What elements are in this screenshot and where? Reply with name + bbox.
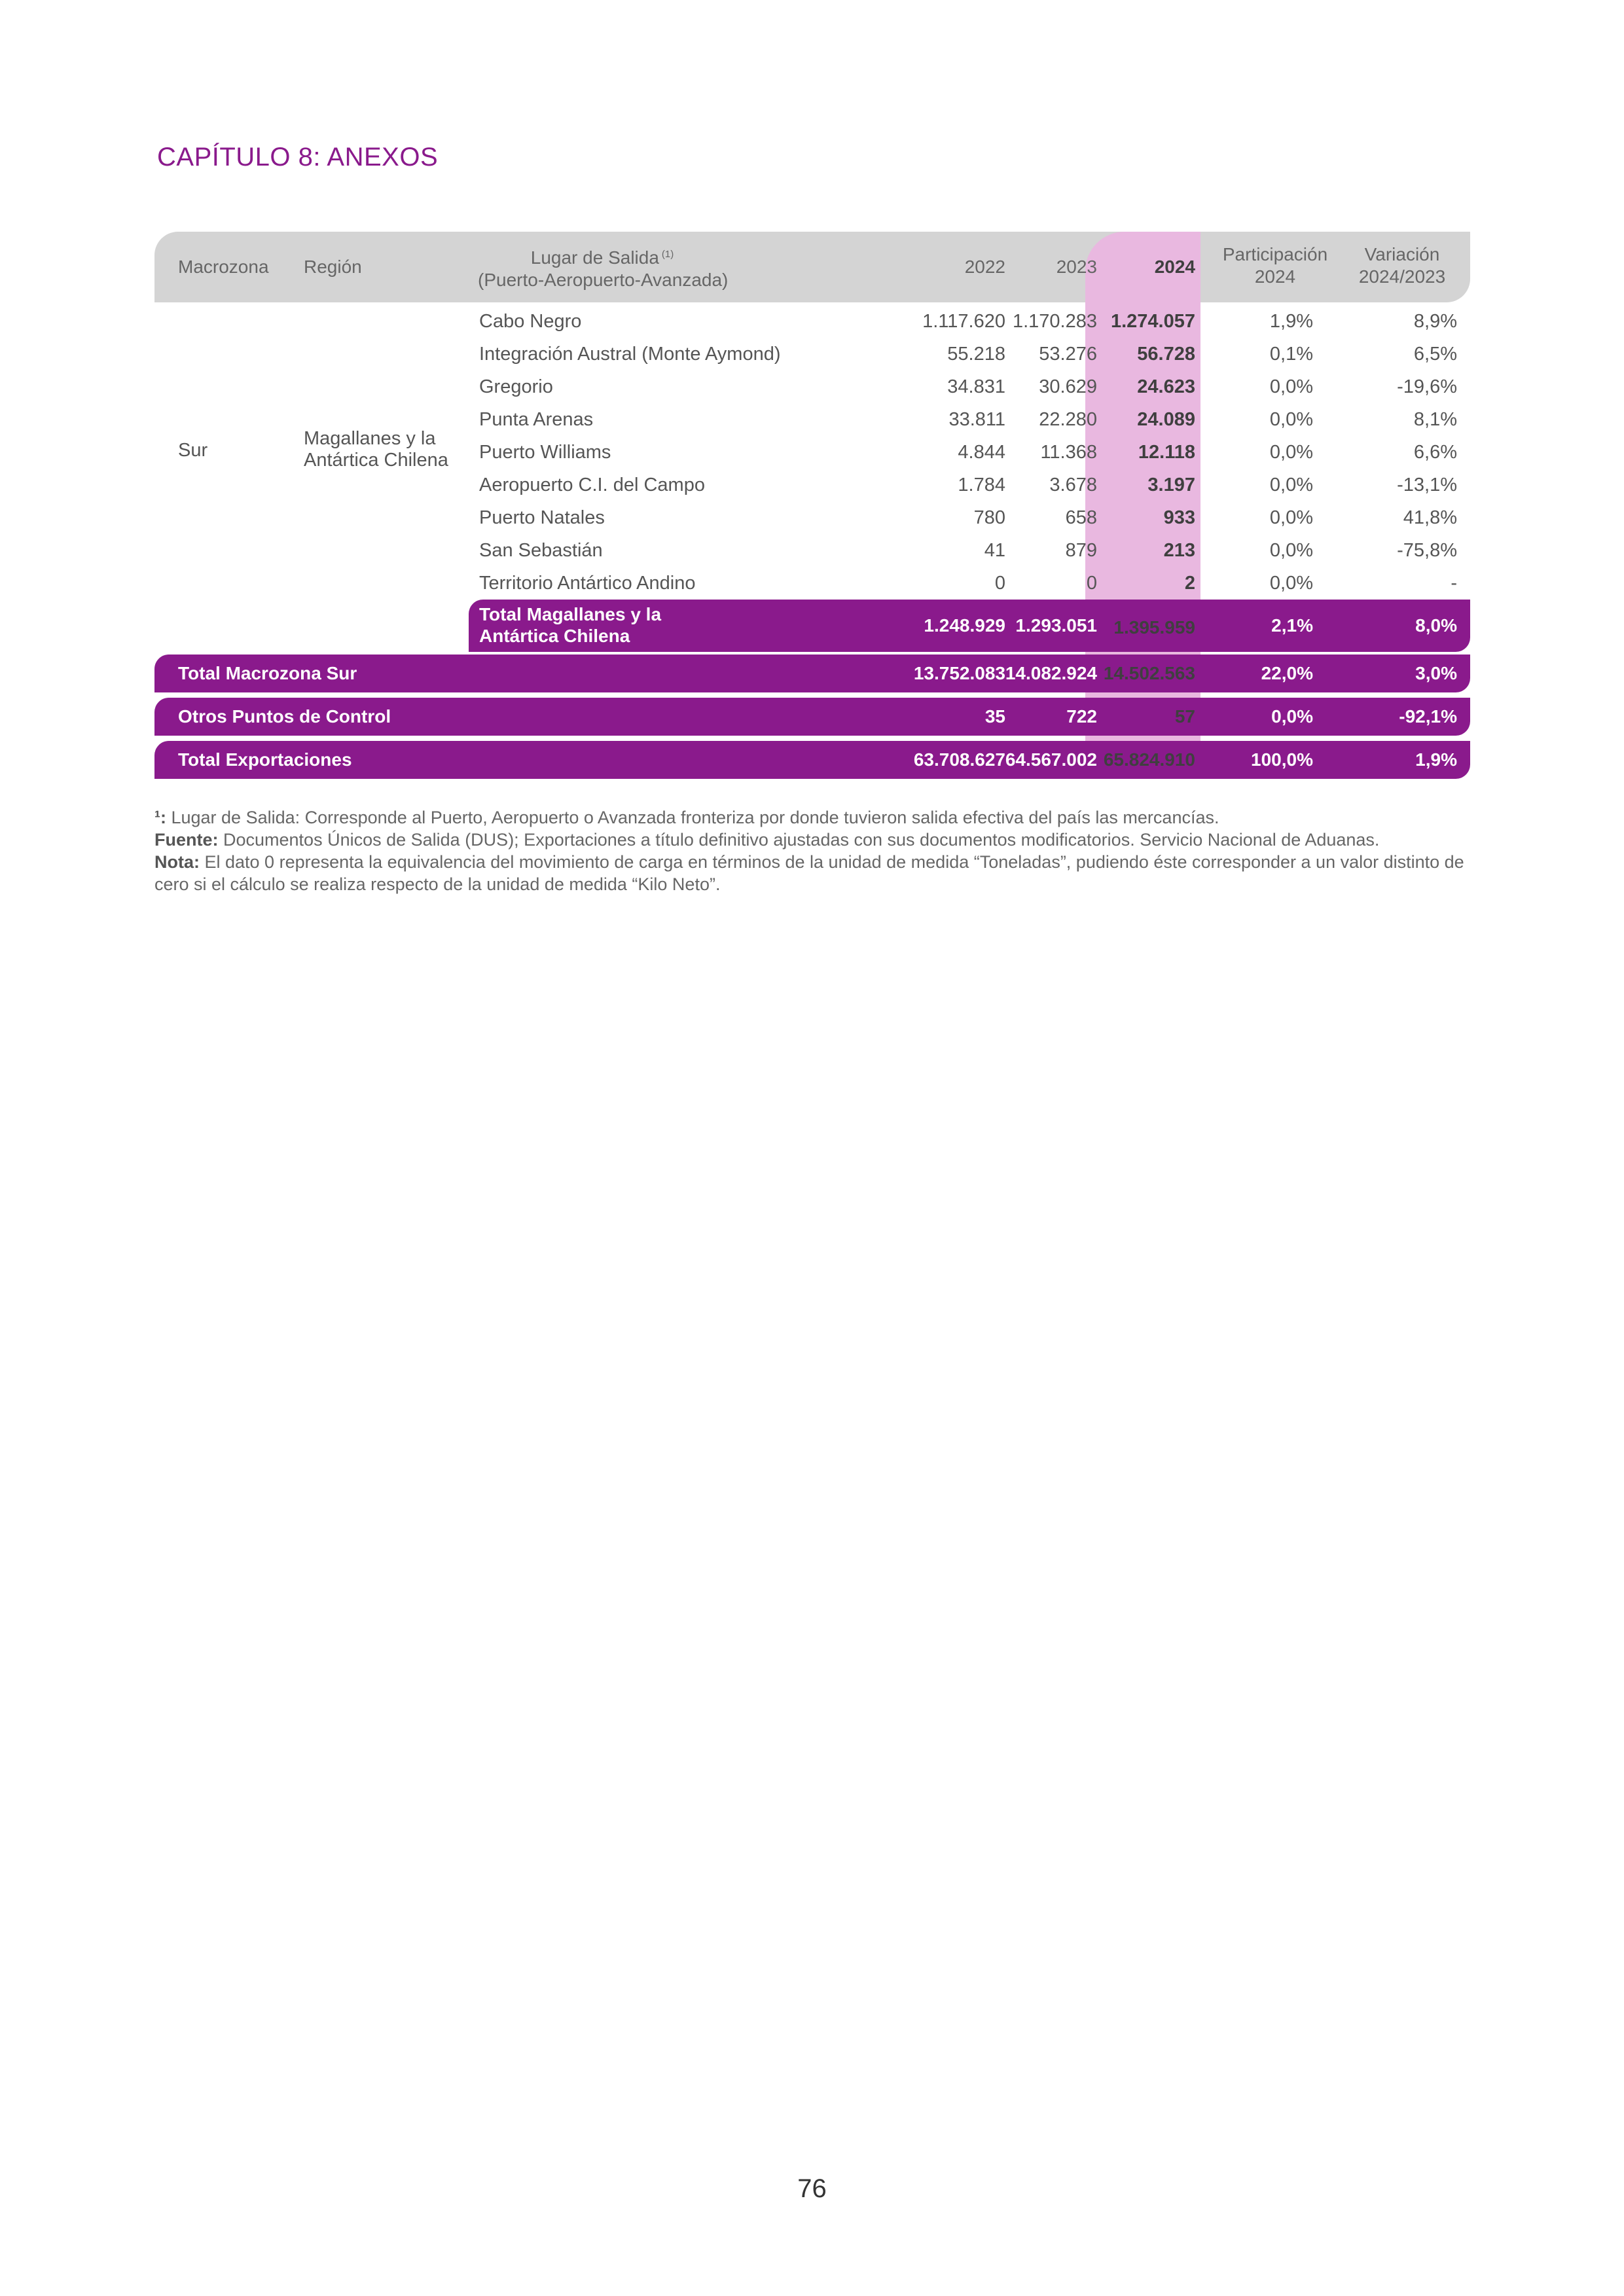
row-2022: 0 xyxy=(994,573,1005,594)
row-2023: 0 xyxy=(1086,573,1097,594)
row-lugar: Cabo Negro xyxy=(479,311,582,332)
row-2023: 22.280 xyxy=(1039,409,1097,430)
row-2023: 53.276 xyxy=(1039,344,1097,365)
row-2024: 24.623 xyxy=(1137,376,1195,397)
total-region-2022: 1.248.929 xyxy=(924,615,1005,636)
total-region-2023: 1.293.051 xyxy=(1015,615,1097,636)
row-variacion: 41,8% xyxy=(1403,507,1457,528)
header-lugar-footnote-mark: (1) xyxy=(661,249,674,260)
row-participacion: 0,0% xyxy=(1269,376,1313,397)
row-2024: 213 xyxy=(1163,540,1195,561)
row-lugar: Aeropuerto C.I. del Campo xyxy=(479,475,705,495)
total-exportaciones-2023: 64.567.002 xyxy=(1005,749,1097,770)
row-2022: 34.831 xyxy=(947,376,1005,397)
otros-puntos-2022: 35 xyxy=(984,706,1005,726)
row-variacion: 6,5% xyxy=(1413,344,1457,365)
otros-puntos-2024: 57 xyxy=(1174,706,1195,726)
row-2024: 24.089 xyxy=(1137,409,1195,430)
otros-puntos-participacion: 0,0% xyxy=(1271,706,1313,726)
row-participacion: 0,0% xyxy=(1269,409,1313,430)
row-2023: 30.629 xyxy=(1039,376,1097,397)
page-number: 76 xyxy=(797,2174,827,2203)
region-cell: Magallanes y la Antártica Chilena xyxy=(304,428,448,471)
row-2022: 4.844 xyxy=(958,442,1005,463)
total-exportaciones-2024: 65.824.910 xyxy=(1103,749,1195,770)
row-2023: 658 xyxy=(1065,507,1097,528)
row-lugar: Gregorio xyxy=(479,376,553,397)
total-exportaciones-participacion: 100,0% xyxy=(1251,749,1313,770)
footnotes xyxy=(154,806,1477,895)
chapter-title: CAPÍTULO 8: ANEXOS xyxy=(157,143,439,171)
total-region-2024: 1.395.959 xyxy=(1113,617,1195,637)
header-2023: 2023 xyxy=(1056,257,1097,277)
total-region-label: Total Magallanes y la Antártica Chilena xyxy=(479,604,662,646)
total-exportaciones-2022: 63.708.627 xyxy=(913,749,1005,770)
row-2022: 780 xyxy=(973,507,1005,528)
row-2022: 1.784 xyxy=(958,475,1005,495)
total-macrozona-2023: 14.082.924 xyxy=(1005,663,1097,683)
row-2024: 2 xyxy=(1184,573,1195,594)
header-macrozona: Macrozona xyxy=(178,257,269,277)
row-2024: 1.274.057 xyxy=(1110,311,1195,332)
otros-puntos-label: Otros Puntos de Control xyxy=(178,706,391,726)
row-participacion: 0,0% xyxy=(1269,475,1313,495)
footnote-nota: Nota: El dato 0 representa la equivalencia del movimiento de carga en términos de la unidad de medida “Toneladas”, pudiendo éste corresponder a un valor distinto de cero si el cálculo se realiza respecto de la unidad de medida “Kilo Neto”. xyxy=(154,852,1464,894)
exports-table xyxy=(154,232,1470,779)
row-lugar: Puerto Williams xyxy=(479,442,611,463)
row-variacion: 8,1% xyxy=(1413,409,1457,430)
footnote-fuente: Fuente: Documentos Únicos de Salida (DUS); Exportaciones a título definitivo ajustadas con sus documentos modificatorios. Servicio Nacional de Aduanas. xyxy=(154,830,1380,850)
total-exportaciones-label: Total Exportaciones xyxy=(178,749,352,770)
total-exportaciones-variacion: 1,9% xyxy=(1415,749,1457,770)
row-variacion: 6,6% xyxy=(1413,442,1457,463)
header-region: Región xyxy=(304,257,362,277)
total-region-variacion: 8,0% xyxy=(1415,615,1457,636)
otros-puntos-2023: 722 xyxy=(1066,706,1097,726)
header-lugar: Lugar de Salida $^{(1)}$ (Puerto-Aeropuerto-Avanzada) xyxy=(478,247,729,290)
row-lugar: Integración Austral (Monte Aymond) xyxy=(479,344,781,365)
row-2022: 41 xyxy=(984,540,1005,561)
row-participacion: 1,9% xyxy=(1269,311,1313,332)
total-macrozona-2024: 14.502.563 xyxy=(1103,663,1195,683)
total-region-participacion: 2,1% xyxy=(1271,615,1313,636)
row-2024: 3.197 xyxy=(1147,475,1195,495)
row-2023: 3.678 xyxy=(1049,475,1097,495)
row-participacion: 0,0% xyxy=(1269,507,1313,528)
row-participacion: 0,0% xyxy=(1269,540,1313,561)
header-2024: 2024 xyxy=(1154,257,1195,277)
row-2022: 1.117.620 xyxy=(922,311,1005,332)
header-variacion: Variación 2024/2023 xyxy=(1358,244,1446,287)
total-macrozona-participacion: 22,0% xyxy=(1261,663,1313,683)
total-macrozona-variacion: 3,0% xyxy=(1415,663,1457,683)
row-lugar: Punta Arenas xyxy=(479,409,594,430)
row-2024: 56.728 xyxy=(1137,344,1195,365)
header-participacion: Participación 2024 xyxy=(1222,244,1328,287)
row-lugar: Territorio Antártico Andino xyxy=(479,573,696,594)
row-2023: 11.368 xyxy=(1040,442,1097,463)
row-variacion: 8,9% xyxy=(1413,311,1457,332)
row-2022: 33.811 xyxy=(948,409,1005,430)
otros-puntos-variacion: -92,1% xyxy=(1399,706,1457,726)
row-variacion: - xyxy=(1451,573,1457,594)
row-participacion: 0,0% xyxy=(1269,573,1313,594)
header-2022: 2022 xyxy=(964,257,1005,277)
row-lugar: San Sebastián xyxy=(479,540,603,561)
macrozona-cell: Sur xyxy=(178,440,208,461)
row-variacion: -75,8% xyxy=(1397,540,1457,561)
row-participacion: 0,1% xyxy=(1269,344,1313,365)
footnote-lugar: ¹: Lugar de Salida: Corresponde al Puerto, Aeropuerto o Avanzada fronteriza por donde tuvieron salida efectiva del país las mercancías. xyxy=(154,808,1219,827)
row-participacion: 0,0% xyxy=(1269,442,1313,463)
row-2023: 1.170.283 xyxy=(1012,311,1097,332)
row-2022: 55.218 xyxy=(947,344,1005,365)
row-2024: 12.118 xyxy=(1138,442,1195,463)
row-2023: 879 xyxy=(1065,540,1097,561)
row-variacion: -19,6% xyxy=(1397,376,1457,397)
total-macrozona-2022: 13.752.083 xyxy=(913,663,1005,683)
row-lugar: Puerto Natales xyxy=(479,507,605,528)
row-variacion: -13,1% xyxy=(1397,475,1457,495)
row-2024: 933 xyxy=(1163,507,1195,528)
total-macrozona-label: Total Macrozona Sur xyxy=(178,663,357,683)
